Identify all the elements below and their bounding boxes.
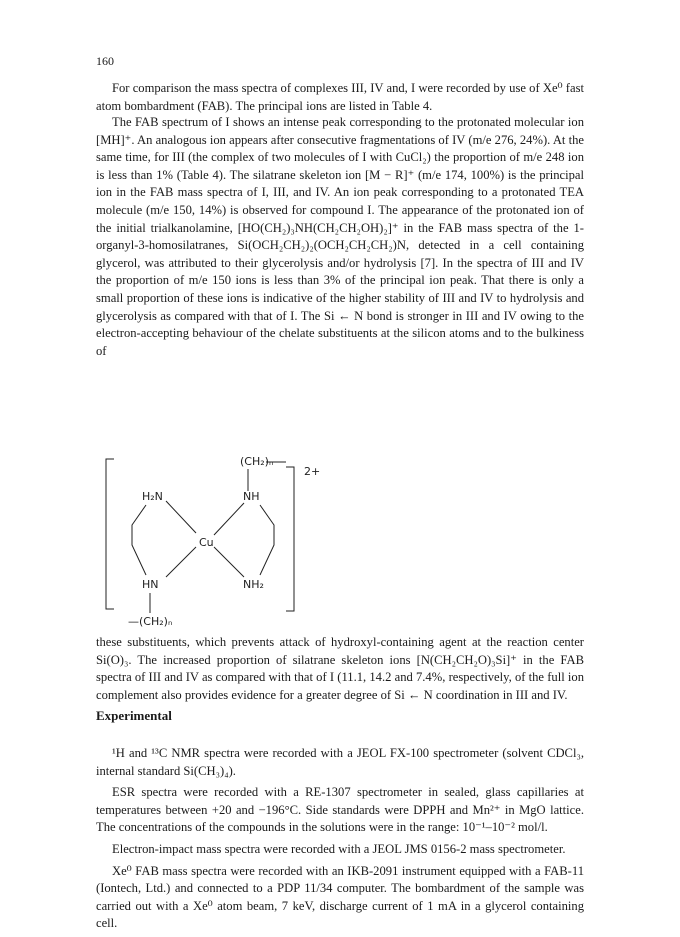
charge-label: 2+ xyxy=(304,465,321,478)
copper-complex-diagram xyxy=(96,453,584,631)
paragraph-1-text: For comparison the mass spectra of complexes III, IV and, I were recorded by use of Xe⁰ fast atom bombardment (FAB). The principal ions are listed in Table 4. xyxy=(96,81,584,113)
nh2-right-label: NH₂ xyxy=(243,578,264,591)
experimental-paragraph-nmr: ¹H and ¹³C NMR spectra were recorded with a JEOL FX-100 spectrometer (solvent CDCl₃, internal standard Si(CH₃)₄). xyxy=(96,746,584,778)
h2n-left-label: H₂N xyxy=(142,490,163,503)
left-bracket xyxy=(106,459,114,609)
experimental-paragraph-fab-ms: Xe⁰ FAB mass spectra were recorded with an IKB-2091 instrument equipped with a FAB-11 (Iontech, Ltd.) and connected to a PDP 11/34 computer. The bombardment of the sample was carried out with a Xe⁰ atom beam, 7 keV, discharge current of 1 mA in a glycerol containing cell. xyxy=(96,863,584,931)
hn-left-label: HN xyxy=(142,578,159,591)
paragraph-2 xyxy=(96,114,584,360)
paragraph-3 xyxy=(96,634,584,704)
bottom-chain-label: —(CH₂)ₙ xyxy=(128,615,173,628)
experimental-heading: Experimental xyxy=(96,708,172,723)
paragraph-2-text: The FAB spectrum of I shows an intense peak corresponding to the protonated molecular ion [MH]⁺. An analogous ion appears after consecutive fragmentations of IV (m/e 276, 24%). At the same time, for III (the complex of two molecules of I with CuCl₂) the proportion of m/e 248 ion is less than 1% (Table 4). The silatrane skeleton ion [M − R]⁺ (m/e 174, 100%) is the principal ion in the FAB mass spectra of I, III, and IV. An ion peak corresponding to a protonated TEA molecule (m/e 150, 14%) is observed for compound I. The appearance of the protonated ion of the initial trialkanolamine, [HO(CH₂)₃NH(CH₂CH₂OH)₂]⁺ in the FAB mass spectra of the 1-organyl-3-homosilatranes, Si(OCH₂CH₂)₂(OCH₂CH₂CH₂)N, detected in a cell containing glycerol, was attributed to their glycerolysis and/or hydrolysis [7]. In the spectra of III and IV the proportion of m/e 150 ions is less than 3% of the principal ion peak. That there is only a small proportion of these ions is indicative of the higher stability of III and IV to hydrolysis and glycerolysis as compared with that of I. The Si ← N bond is stronger in III and IV owing to the electron-accepting behaviour of the chelate substituents at the silicon atoms and to the bulkiness of xyxy=(96,115,584,358)
experimental-paragraph-esr: ESR spectra were recorded with a RE-1307 spectrometer in sealed, glass capillaries at temperatures between +20 and −196°C. Side standards were DPPH and Mn²⁺ in MgO lattice. The concentrations of the compounds in the solutions were in the range: 10⁻¹–10⁻² mol/l. xyxy=(96,785,584,835)
page-number: 160 xyxy=(96,54,114,68)
paragraph-1 xyxy=(96,80,584,115)
paragraph-3-text: these substituents, which prevents attack of hydroxyl-containing agent at the reaction center Si(O)₃. The increased proportion of silatrane skeleton ions [N(CH₂CH₂O)₃Si]⁺ in the FAB spectra of III and IV as compared with that of I (11.1, 14.2 and 7.4%, respectively, of the full ion complement also provides evidence for a greater degree of Si ← N coordination in III and IV. xyxy=(96,635,584,702)
experimental-section xyxy=(96,745,584,937)
experimental-paragraph-ei-ms: Electron-impact mass spectra were recorded with a JEOL JMS 0156-2 mass spectrometer. xyxy=(112,841,566,856)
right-bracket xyxy=(286,467,294,611)
nh-right-label: NH xyxy=(243,490,260,503)
top-chain-label: (CH₂)ₙ xyxy=(240,455,274,468)
cu-label: Cu xyxy=(199,536,214,549)
